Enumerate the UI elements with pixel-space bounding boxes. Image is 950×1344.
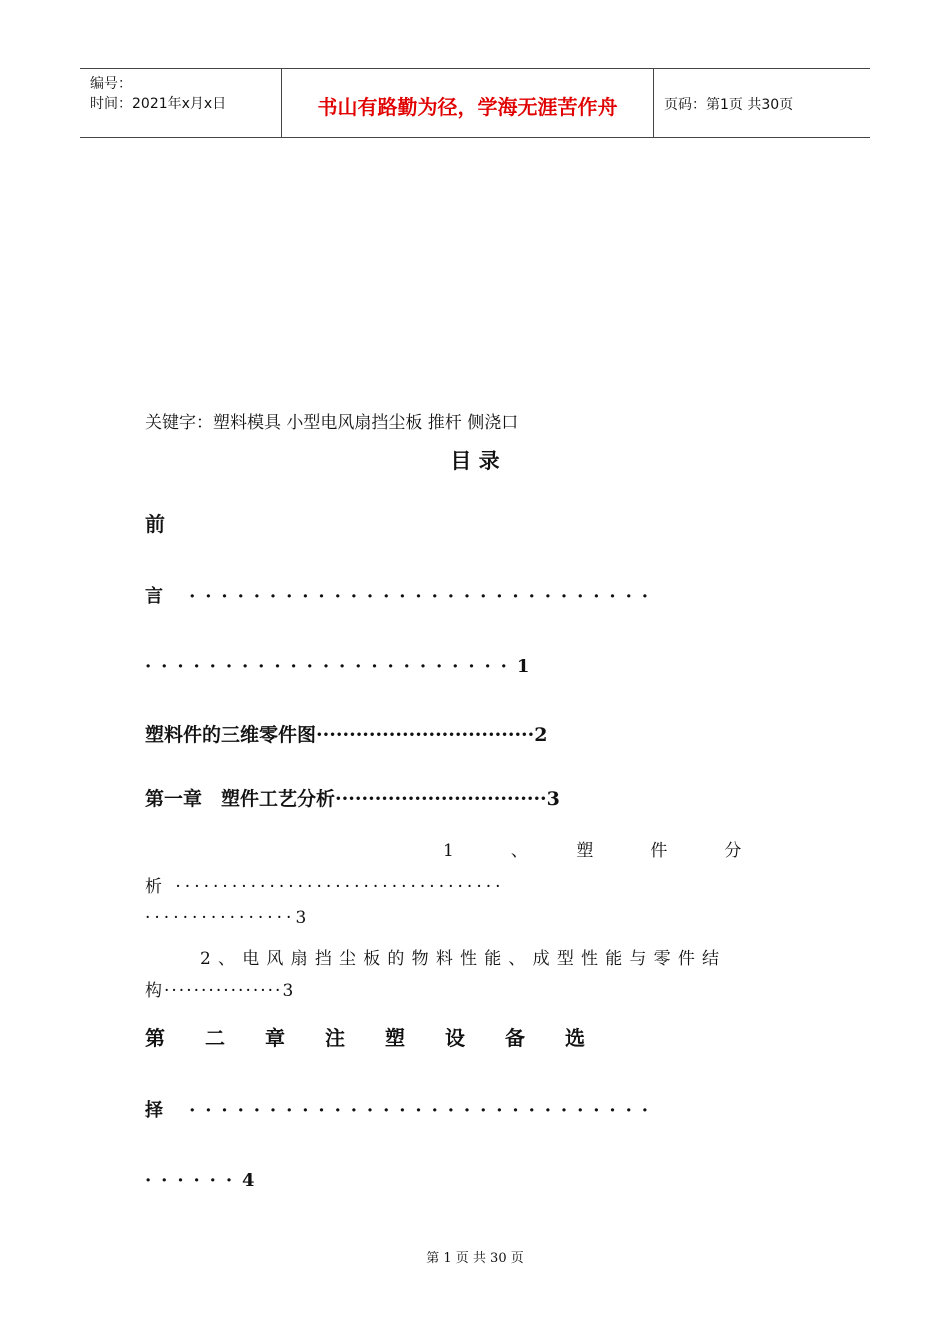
- toc-entry-part-analysis-line2[interactable]: 析 ···································: [145, 877, 505, 897]
- toc-entry-chapter2-line1[interactable]: 第 二 章 注 塑 设 备 选: [145, 1026, 595, 1050]
- page-info: 页码：第1页 共30页: [664, 97, 794, 113]
- toc-entry-preface-line3[interactable]: ·······················1: [145, 656, 540, 677]
- toc-title: 目 录: [450, 448, 500, 473]
- toc-entry-part-analysis-line3[interactable]: ················3: [145, 908, 311, 928]
- document-header: [80, 68, 870, 138]
- time-label: 时间：2021年x月x日: [90, 96, 227, 112]
- toc-entry-preface-line1[interactable]: 前: [145, 512, 165, 536]
- toc-entry-chapter2-line3[interactable]: ······4: [145, 1170, 265, 1191]
- toc-entry-chapter2-line2[interactable]: 择 ·····························: [145, 1100, 658, 1121]
- toc-entry-part-analysis-line1[interactable]: 1 、 塑 件 分: [443, 841, 762, 861]
- page-footer: 第 1 页 共 30 页: [426, 1251, 524, 1266]
- keywords-line: 关键字：塑料模具 小型电风扇挡尘板 推杆 侧浇口: [145, 413, 519, 433]
- header-motto-cell: [282, 69, 654, 137]
- header-meta-cell: [80, 69, 282, 137]
- toc-entry-chapter1[interactable]: 第一章 塑件工艺分析································3: [145, 788, 560, 810]
- header-page-cell: [654, 69, 870, 137]
- number-label: 编号：: [90, 76, 132, 92]
- toc-entry-material-line1[interactable]: 2、电风扇挡尘板的物料性能、成型性能与零件结: [200, 949, 727, 969]
- toc-entry-preface-line2[interactable]: 言 ·····························: [145, 586, 658, 607]
- motto-text: 书山有路勤为径，学海无涯苦作舟: [317, 95, 618, 119]
- toc-entry-3d-drawing[interactable]: 塑料件的三维零件图·································2: [145, 724, 548, 746]
- toc-entry-material-line2[interactable]: 构················3: [145, 981, 296, 1001]
